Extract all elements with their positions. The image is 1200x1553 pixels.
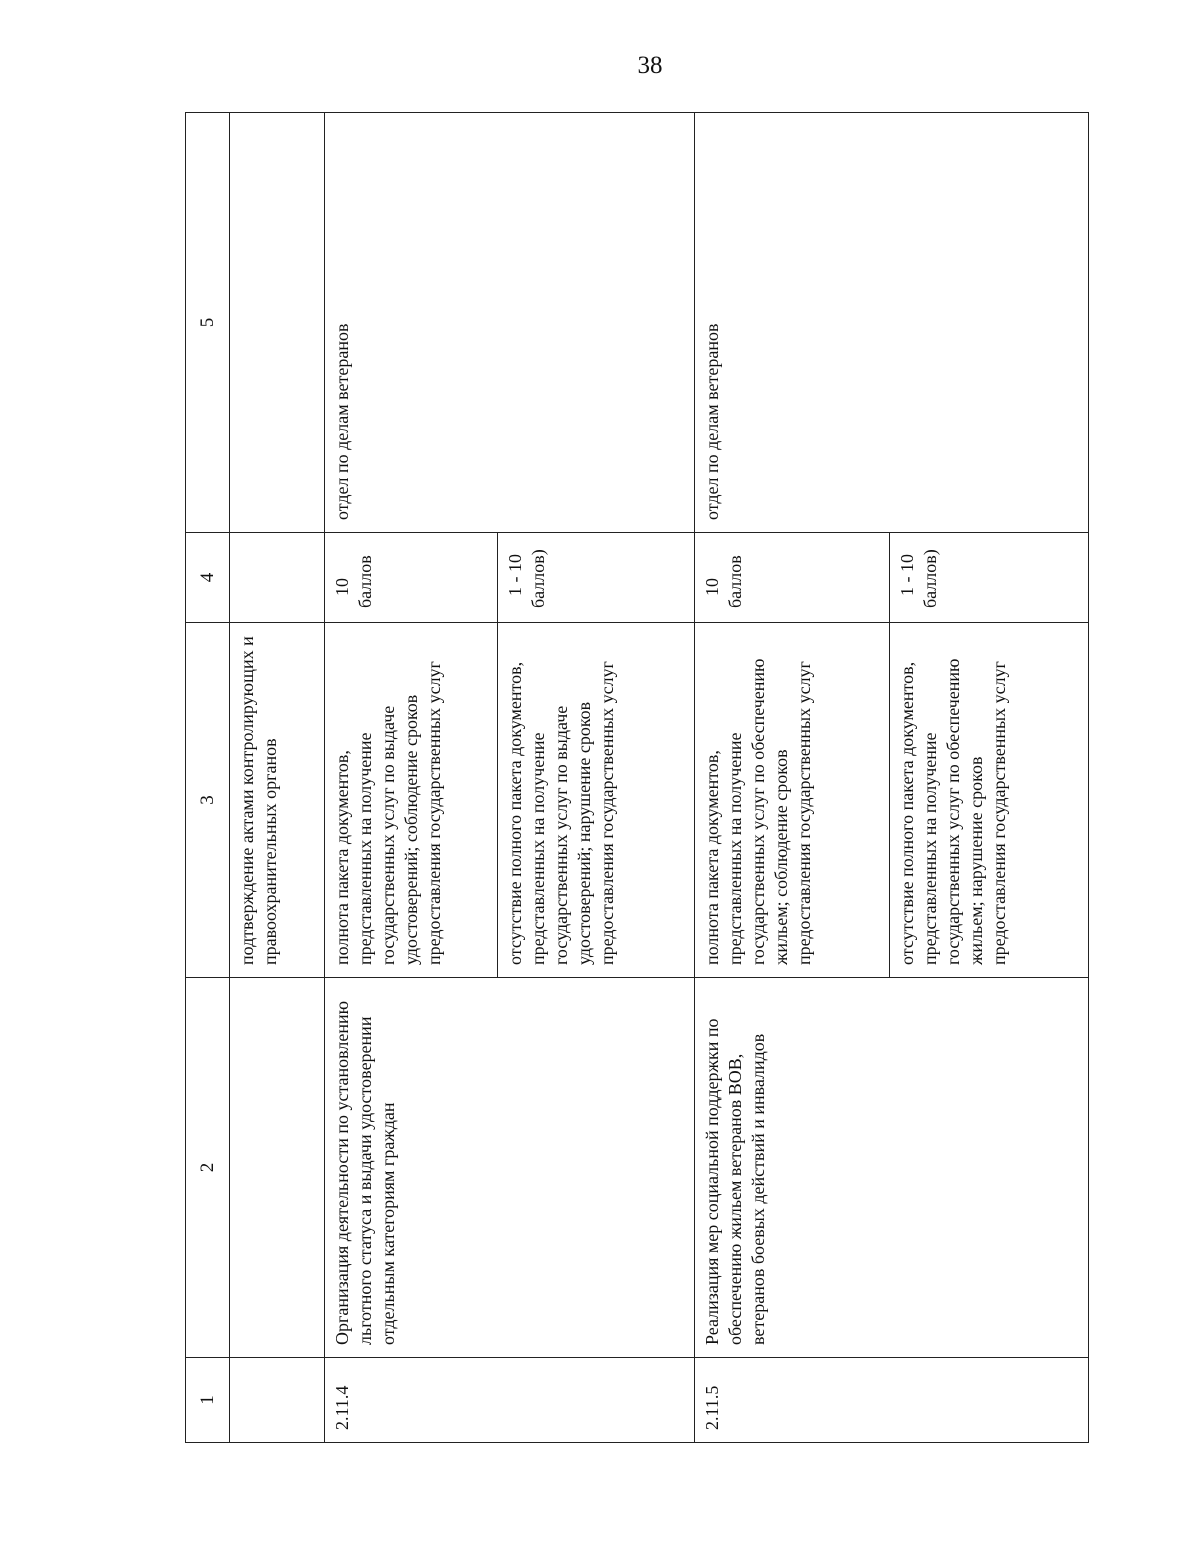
points-negative — [890, 533, 1089, 623]
header-cell-5: 5 — [186, 113, 230, 533]
points-negative-unit: баллов) — [920, 549, 940, 608]
continued-name-cell — [230, 978, 325, 1358]
criterion-positive: полнота пакета документов, представленных на получение государственных услуг по обеспечению жильем; соблюдение сроков предоставления государственных услуг — [695, 623, 890, 978]
criterion-positive: полнота пакета документов, представленных на получение государственных услуг по выдаче удостоверений; соблюдение сроков предоставления государственных услуг — [325, 623, 498, 978]
header-cell-2: 2 — [186, 978, 230, 1358]
points-positive — [695, 533, 890, 623]
header-row — [186, 113, 230, 1443]
row-name: Организация деятельности по установлению льготного статуса и выдачи удостоверении отдельным категориям граждан — [325, 978, 695, 1358]
continued-responsible-cell — [230, 113, 325, 533]
continued-points-cell — [230, 533, 325, 623]
table-row-2-11-4 — [325, 113, 498, 1443]
points-positive-value: 10 — [332, 578, 352, 596]
table-row-2-11-5 — [695, 113, 890, 1443]
points-positive-unit: баллов — [725, 555, 745, 608]
page-number: 38 — [637, 52, 663, 79]
continued-num-cell — [230, 1358, 325, 1443]
header-cell-1: 1 — [186, 1358, 230, 1443]
points-negative — [498, 533, 695, 623]
points-positive-unit: баллов — [355, 555, 375, 608]
continued-criterion-cell: подтверждение актами контролирующих и правоохранительных органов — [230, 623, 325, 978]
points-negative-value: 1 - 10 — [505, 554, 525, 596]
rotated-table-container — [185, 113, 1088, 1443]
responsible-cell: отдел по делам ветеранов — [695, 113, 1089, 533]
header-cell-3: 3 — [186, 623, 230, 978]
points-positive — [325, 533, 498, 623]
header-cell-4: 4 — [186, 533, 230, 623]
row-name: Реализация мер социальной поддержки по обеспечению жильем ветеранов ВОВ, ветеранов боевых действий и инвалидов — [695, 978, 1089, 1358]
criterion-negative: отсутствие полного пакета документов, представленных на получение государственных услуг по выдаче удостоверений; нарушение сроков предоставления государственных услуг — [498, 623, 695, 978]
criterion-negative: отсутствие полного пакета документов, представленных на получение государственных услуг по обеспечению жильем; нарушение сроков предоставления государственных услуг — [890, 623, 1089, 978]
points-positive-value: 10 — [702, 578, 722, 596]
responsible-cell: отдел по делам ветеранов — [325, 113, 695, 533]
points-negative-unit: баллов) — [528, 549, 548, 608]
table-frame — [185, 113, 1088, 1443]
criteria-table — [185, 112, 1089, 1443]
row-number: 2.11.5 — [695, 1358, 1089, 1443]
row-number: 2.11.4 — [325, 1358, 695, 1443]
table-row-continued — [230, 113, 325, 1443]
points-negative-value: 1 - 10 — [897, 554, 917, 596]
